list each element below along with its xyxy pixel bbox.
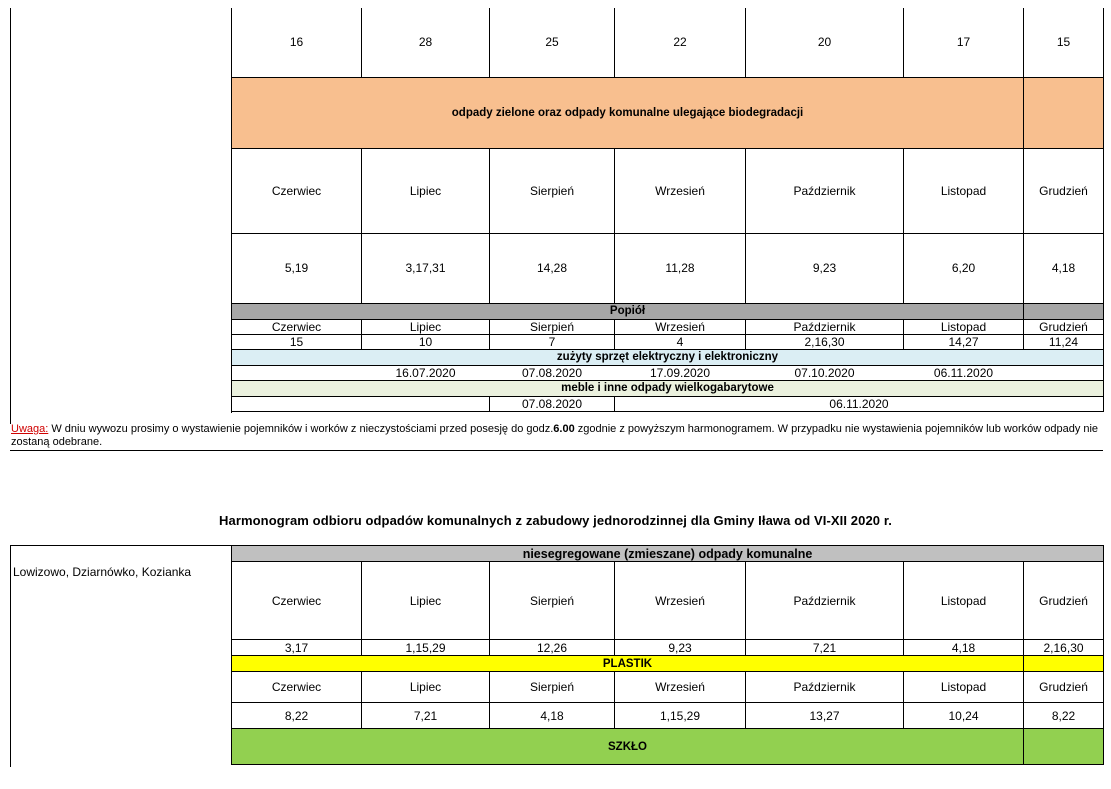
date-cell: 13,27 — [746, 703, 904, 729]
ash-title: Popiół — [232, 303, 1024, 319]
mixed-dates-row — [232, 640, 1104, 656]
month-cell: Wrzesień — [615, 562, 746, 640]
date-cell: 7,21 — [362, 703, 490, 729]
date-cell: 8,22 — [232, 703, 362, 729]
top-schedule-table — [231, 8, 1104, 412]
month-cell: Grudzień — [1024, 319, 1104, 334]
note-bottom-line — [10, 450, 1103, 451]
ash-header-spacer — [1024, 303, 1104, 319]
date-cell: 1,15,29 — [362, 640, 490, 656]
mixed-waste-title: niesegregowane (zmieszane) odpady komunalne — [232, 546, 1104, 562]
left-box-top-line — [10, 545, 231, 546]
date-cell: 10 — [362, 334, 490, 349]
month-cell: Czerwiec — [232, 148, 362, 233]
month-cell: Grudzień — [1024, 562, 1104, 640]
date-cell: 07.08.2020 — [490, 396, 615, 411]
date-cell: 2,16,30 — [1024, 640, 1104, 656]
month-cell: Październik — [746, 562, 904, 640]
date-cell: 3,17 — [232, 640, 362, 656]
empty-cell — [232, 396, 490, 411]
glass-header-row — [232, 729, 1104, 765]
days-row — [232, 8, 1104, 77]
electro-title: zużyty sprzęt elektryczny i elektroniczny — [232, 349, 1104, 365]
date-cell: 3,17,31 — [362, 233, 490, 303]
date-cell: 4,18 — [904, 640, 1024, 656]
date-cell: 8,22 — [1024, 703, 1104, 729]
month-cell: Grudzień — [1024, 148, 1104, 233]
month-cell: Sierpień — [490, 672, 615, 703]
month-cell: Listopad — [904, 319, 1024, 334]
plastic-header-row — [232, 656, 1104, 672]
note-text-part-2: zgodnie z powyższym harmonogramem. W przypadku nie wystawienia pojemników lub worków odpady nie zostaną odebrane. — [11, 423, 1099, 448]
note-text — [11, 423, 1103, 449]
day-cell: 25 — [490, 8, 615, 77]
month-cell: Wrzesień — [615, 672, 746, 703]
electro-header-row — [232, 349, 1104, 365]
day-cell: 16 — [232, 8, 362, 77]
month-cell: Lipiec — [362, 148, 490, 233]
date-cell — [1024, 365, 1104, 380]
note-text-part-1: W dniu wywozu prosimy o wystawienie pojemników i worków z nieczystościami przed posesję do godz. — [48, 423, 554, 435]
month-cell: Październik — [746, 319, 904, 334]
month-cell: Sierpień — [490, 148, 615, 233]
month-cell: Lipiec — [362, 672, 490, 703]
month-cell: Grudzień — [1024, 672, 1104, 703]
note-hour: 6.00 — [553, 423, 575, 435]
ash-dates-row — [232, 334, 1104, 349]
date-cell: 4,18 — [1024, 233, 1104, 303]
month-cell: Lipiec — [362, 319, 490, 334]
month-cell: Listopad — [904, 148, 1024, 233]
date-cell: 07.08.2020 — [490, 365, 615, 380]
month-cell: Wrzesień — [615, 148, 746, 233]
locations-label: Lowizowo, Dziarnówko, Kozianka — [13, 565, 192, 579]
green-dates-row — [232, 233, 1104, 303]
date-cell: 16.07.2020 — [362, 365, 490, 380]
plastic-months-row — [232, 672, 1104, 703]
left-border-bottom — [10, 545, 11, 767]
ash-months-row — [232, 319, 1104, 334]
month-cell: Sierpień — [490, 319, 615, 334]
date-cell: 6,20 — [904, 233, 1024, 303]
date-cell: 15 — [232, 334, 362, 349]
month-cell: Listopad — [904, 672, 1024, 703]
plastic-header-spacer — [1024, 656, 1104, 672]
green-header-spacer — [1024, 77, 1104, 148]
month-cell: Lipiec — [362, 562, 490, 640]
bulky-dates-row — [232, 396, 1104, 411]
month-cell: Czerwiec — [232, 319, 362, 334]
bulky-title: meble i inne odpady wielkogabarytowe — [232, 380, 1104, 396]
glass-title: SZKŁO — [232, 729, 1024, 765]
bottom-schedule-table — [231, 545, 1104, 765]
green-waste-title: odpady zielone oraz odpady komunalne ulegające biodegradacji — [232, 77, 1024, 148]
month-cell: Sierpień — [490, 562, 615, 640]
note-label: Uwaga: — [11, 423, 49, 435]
date-cell: 06.11.2020 — [615, 396, 1104, 411]
date-cell: 7 — [490, 334, 615, 349]
day-cell: 22 — [615, 8, 746, 77]
date-cell: 11,28 — [615, 233, 746, 303]
months-row — [232, 148, 1104, 233]
months-row — [232, 562, 1104, 640]
month-cell: Czerwiec — [232, 672, 362, 703]
date-cell: 1,15,29 — [615, 703, 746, 729]
day-cell: 15 — [1024, 8, 1104, 77]
date-cell: 14,28 — [490, 233, 615, 303]
plastic-dates-row — [232, 703, 1104, 729]
date-cell: 11,24 — [1024, 334, 1104, 349]
date-cell: 07.10.2020 — [746, 365, 904, 380]
month-cell: Październik — [746, 148, 904, 233]
date-cell: 06.11.2020 — [904, 365, 1024, 380]
date-cell: 4,18 — [490, 703, 615, 729]
electro-dates-row — [232, 365, 1104, 380]
plastic-title: PLASTIK — [232, 656, 1024, 672]
mixed-header-row — [232, 546, 1104, 562]
month-cell: Październik — [746, 672, 904, 703]
month-cell: Listopad — [904, 562, 1024, 640]
left-border-top — [10, 8, 11, 424]
day-cell: 28 — [362, 8, 490, 77]
date-cell — [232, 365, 362, 380]
month-cell: Wrzesień — [615, 319, 746, 334]
date-cell: 9,23 — [746, 233, 904, 303]
month-cell: Czerwiec — [232, 562, 362, 640]
glass-header-spacer — [1024, 729, 1104, 765]
date-cell: 17.09.2020 — [615, 365, 746, 380]
date-cell: 7,21 — [746, 640, 904, 656]
date-cell: 10,24 — [904, 703, 1024, 729]
date-cell: 9,23 — [615, 640, 746, 656]
date-cell: 12,26 — [490, 640, 615, 656]
date-cell: 14,27 — [904, 334, 1024, 349]
ash-header-row — [232, 303, 1104, 319]
day-cell: 20 — [746, 8, 904, 77]
day-cell: 17 — [904, 8, 1024, 77]
bulky-header-row — [232, 380, 1104, 396]
date-cell: 4 — [615, 334, 746, 349]
date-cell: 2,16,30 — [746, 334, 904, 349]
date-cell: 5,19 — [232, 233, 362, 303]
schedule-title: Harmonogram odbioru odpadów komunalnych z zabudowy jednorodzinnej dla Gminy Iława od VI-XII 2020 r. — [219, 513, 892, 528]
green-header-row — [232, 77, 1104, 148]
